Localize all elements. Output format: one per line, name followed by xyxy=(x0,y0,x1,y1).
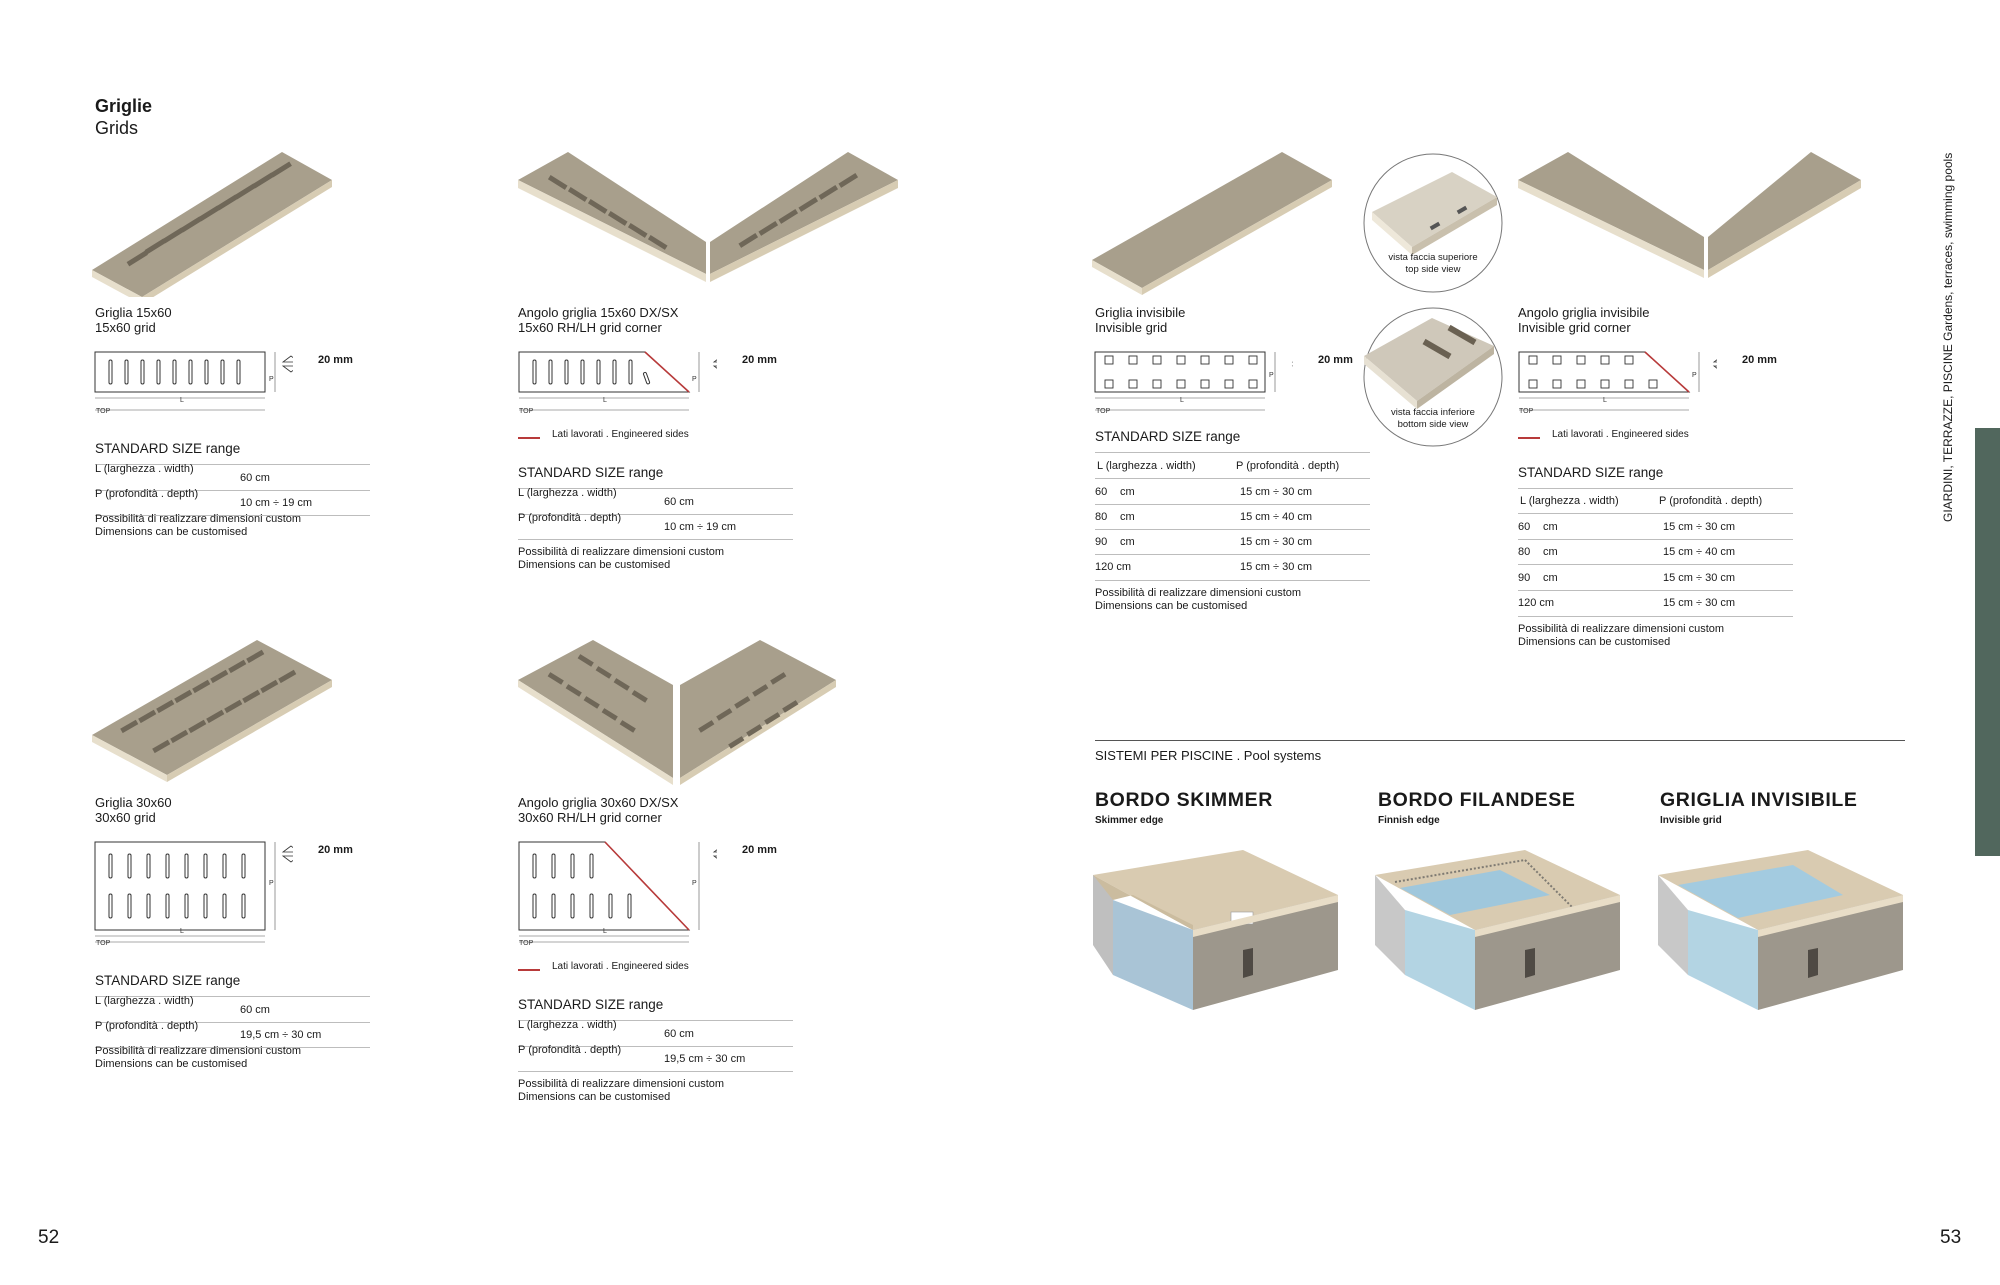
custom-note-it: Possibilità di realizzare dimensioni custom xyxy=(1518,623,1725,635)
spec-heading: STANDARD SIZE range xyxy=(1095,429,1241,444)
dim-p: P xyxy=(269,880,274,887)
product-name-en: 15x60 RH/LH grid corner xyxy=(518,320,662,335)
top-label: TOP xyxy=(1519,408,1534,415)
thickness-label: 20 mm xyxy=(318,354,353,366)
table-header-width: L (larghezza . width) xyxy=(1097,460,1196,472)
pool-divider xyxy=(1095,740,1905,741)
table-cell-depth: 15 cm ÷ 30 cm xyxy=(1663,597,1736,609)
product-name-it: Griglia 30x60 xyxy=(95,795,172,810)
table-header-width: L (larghezza . width) xyxy=(1520,495,1619,507)
dim-p: P xyxy=(269,376,274,383)
engineered-sides-swatch xyxy=(518,437,540,439)
bottom-view-caption xyxy=(1362,407,1504,431)
custom-note-en: Dimensions can be customised xyxy=(518,1091,671,1103)
grid-corner-30x60-drawing xyxy=(517,838,717,948)
dim-p: P xyxy=(1269,372,1274,379)
dim-l: L xyxy=(180,397,184,404)
page-title: Griglie xyxy=(95,96,153,116)
table-cell-unit: cm xyxy=(1120,536,1135,548)
custom-note-en: Dimensions can be customised xyxy=(1095,600,1248,612)
depth-value: 10 cm ÷ 19 cm xyxy=(240,497,313,509)
table-cell-depth: 15 cm ÷ 40 cm xyxy=(1663,546,1736,558)
product-name-en: Invisible grid xyxy=(1095,320,1168,335)
page-number-left: 52 xyxy=(38,1227,60,1248)
table-cell-width: 90 xyxy=(1518,572,1531,584)
spec-heading: STANDARD SIZE range xyxy=(95,973,241,988)
engineered-sides-swatch xyxy=(518,969,540,971)
pool-sub-finnish: Finnish edge xyxy=(1378,815,1440,826)
grid-corner-15x60-render xyxy=(518,152,900,297)
top-view-en: top side view xyxy=(1405,264,1461,275)
table-cell-width: 60 xyxy=(1518,521,1531,533)
custom-note-en: Dimensions can be customised xyxy=(95,526,248,538)
dim-p: P xyxy=(1692,372,1697,379)
table-cell-width: 120 cm xyxy=(1095,561,1132,573)
table-cell-width: 80 xyxy=(1095,511,1108,523)
table-cell-depth: 15 cm ÷ 30 cm xyxy=(1663,521,1736,533)
invisible-grid-corner-drawing xyxy=(1517,348,1717,418)
thickness-label: 20 mm xyxy=(742,354,777,366)
dim-p: P xyxy=(692,376,697,383)
dim-l: L xyxy=(603,928,607,935)
product-name-it: Griglia invisibile xyxy=(1095,305,1186,320)
spec-heading: STANDARD SIZE range xyxy=(518,465,664,480)
table-cell-unit: cm xyxy=(1120,486,1135,498)
dim-p: P xyxy=(692,880,697,887)
custom-note-it: Possibilità di realizzare dimensioni custom xyxy=(518,1078,725,1090)
pool-sub-skimmer: Skimmer edge xyxy=(1095,815,1164,826)
product-name-en: 30x60 RH/LH grid corner xyxy=(518,810,662,825)
width-label: L (larghezza . width) xyxy=(518,487,617,499)
width-value: 60 cm xyxy=(240,472,270,484)
top-label: TOP xyxy=(1096,408,1111,415)
table-cell-depth: 15 cm ÷ 30 cm xyxy=(1240,486,1313,498)
table-cell-depth: 15 cm ÷ 30 cm xyxy=(1240,561,1313,573)
top-view-caption xyxy=(1362,252,1504,276)
spec-heading: STANDARD SIZE range xyxy=(1518,465,1664,480)
product-name-it: Angolo griglia invisibile xyxy=(1518,305,1650,320)
depth-value: 10 cm ÷ 19 cm xyxy=(664,521,737,533)
table-header-depth: P (profondità . depth) xyxy=(1659,495,1763,507)
thickness-label: 20 mm xyxy=(1742,354,1777,366)
custom-note-it: Possibilità di realizzare dimensioni custom xyxy=(1095,587,1302,599)
depth-label: P (profondità . depth) xyxy=(95,488,199,500)
dim-l: L xyxy=(1603,397,1607,404)
table-cell-width: 120 cm xyxy=(1518,597,1555,609)
invisible-grid-corner-render xyxy=(1518,152,1863,297)
thickness-label: 20 mm xyxy=(742,844,777,856)
spec-heading: STANDARD SIZE range xyxy=(95,441,241,456)
width-value: 60 cm xyxy=(664,1028,694,1040)
table-cell-depth: 15 cm ÷ 30 cm xyxy=(1663,572,1736,584)
engineered-sides-label: Lati lavorati . Engineered sides xyxy=(1552,429,1689,440)
depth-label: P (profondità . depth) xyxy=(95,1020,199,1032)
table-cell-width: 80 xyxy=(1518,546,1531,558)
finnish-edge-render xyxy=(1375,850,1625,1015)
depth-value: 19,5 cm ÷ 30 cm xyxy=(664,1053,746,1065)
side-accent-bar xyxy=(1975,428,2000,856)
table-cell-unit: cm xyxy=(1120,511,1135,523)
engineered-sides-label: Lati lavorati . Engineered sides xyxy=(552,429,689,440)
top-view-it: vista faccia superiore xyxy=(1388,252,1478,263)
width-value: 60 cm xyxy=(664,496,694,508)
top-label: TOP xyxy=(519,940,534,947)
depth-label: P (profondità . depth) xyxy=(518,512,622,524)
side-section-label: GIARDINI, TERRAZZE, PISCINE Gardens, terraces, swimming pools xyxy=(1941,152,1955,522)
table-cell-depth: 15 cm ÷ 40 cm xyxy=(1240,511,1313,523)
top-label: TOP xyxy=(96,940,111,947)
thickness-label: 20 mm xyxy=(1318,354,1353,366)
custom-note-it: Possibilità di realizzare dimensioni custom xyxy=(95,513,302,525)
top-label: TOP xyxy=(96,408,111,415)
page-subtitle: Grids xyxy=(95,118,139,138)
pool-title-skimmer: BORDO SKIMMER xyxy=(1095,789,1273,811)
engineered-sides-swatch xyxy=(1518,437,1540,439)
engineered-sides-label: Lati lavorati . Engineered sides xyxy=(552,961,689,972)
invisible-grid-render xyxy=(1092,152,1337,297)
pool-section-title: SISTEMI PER PISCINE . Pool systems xyxy=(1095,748,1322,763)
product-name-it: Angolo griglia 30x60 DX/SX xyxy=(518,795,679,810)
custom-note-it: Possibilità di realizzare dimensioni custom xyxy=(518,546,725,558)
grid-15x60-drawing xyxy=(93,348,293,418)
product-name-en: 30x60 grid xyxy=(95,810,156,825)
table-cell-unit: cm xyxy=(1543,572,1558,584)
dim-l: L xyxy=(603,397,607,404)
dim-l: L xyxy=(180,928,184,935)
skimmer-edge-render xyxy=(1093,850,1343,1015)
custom-note-en: Dimensions can be customised xyxy=(518,559,671,571)
pool-title-finnish: BORDO FILANDESE xyxy=(1378,789,1576,811)
custom-note-it: Possibilità di realizzare dimensioni custom xyxy=(95,1045,302,1057)
grid-15x60-render xyxy=(92,152,337,297)
product-name-it: Angolo griglia 15x60 DX/SX xyxy=(518,305,679,320)
table-cell-unit: cm xyxy=(1543,521,1558,533)
pool-sub-invisible: Invisible grid xyxy=(1660,815,1722,826)
width-label: L (larghezza . width) xyxy=(95,995,194,1007)
bottom-view-it: vista faccia inferiore xyxy=(1391,407,1475,418)
bottom-view-en: bottom side view xyxy=(1397,419,1469,430)
width-label: L (larghezza . width) xyxy=(95,463,194,475)
table-cell-width: 60 xyxy=(1095,486,1108,498)
invisible-grid-pool-render xyxy=(1658,850,1908,1015)
width-value: 60 cm xyxy=(240,1004,270,1016)
table-cell-unit: cm xyxy=(1543,546,1558,558)
table-cell-depth: 15 cm ÷ 30 cm xyxy=(1240,536,1313,548)
invisible-grid-drawing xyxy=(1093,348,1293,418)
grid-corner-15x60-drawing xyxy=(517,348,717,418)
width-label: L (larghezza . width) xyxy=(518,1019,617,1031)
spec-heading: STANDARD SIZE range xyxy=(518,997,664,1012)
dim-l: L xyxy=(1180,397,1184,404)
grid-30x60-render xyxy=(92,640,337,790)
table-cell-width: 90 xyxy=(1095,536,1108,548)
page-number-right: 53 xyxy=(1940,1227,1962,1248)
custom-note-en: Dimensions can be customised xyxy=(1518,636,1671,648)
thickness-label: 20 mm xyxy=(318,844,353,856)
product-name-en: Invisible grid corner xyxy=(1518,320,1631,335)
pool-title-invisible: GRIGLIA INVISIBILE xyxy=(1660,789,1858,811)
grid-30x60-drawing xyxy=(93,838,293,948)
depth-label: P (profondità . depth) xyxy=(518,1044,622,1056)
custom-note-en: Dimensions can be customised xyxy=(95,1058,248,1070)
product-name-en: 15x60 grid xyxy=(95,320,156,335)
top-label: TOP xyxy=(519,408,534,415)
grid-corner-30x60-render xyxy=(518,640,840,790)
product-name-it: Griglia 15x60 xyxy=(95,305,172,320)
depth-value: 19,5 cm ÷ 30 cm xyxy=(240,1029,322,1041)
table-header-depth: P (profondità . depth) xyxy=(1236,460,1340,472)
